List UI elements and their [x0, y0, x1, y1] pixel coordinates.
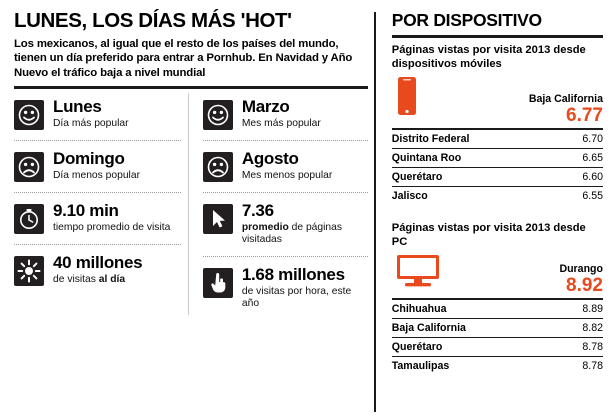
table-row [392, 129, 603, 149]
smiley-sad-icon [203, 152, 233, 182]
smiley-happy-icon [14, 100, 44, 130]
fact-value: Agosto [241, 149, 299, 169]
row-label: Distrito Federal [391, 133, 470, 145]
fact-label [53, 118, 181, 130]
fact-value: 1.68 millones [241, 264, 345, 284]
fact-label-text: de visitas [53, 274, 99, 286]
pc-block [392, 221, 603, 375]
fact-label-text: Mes más popular [241, 118, 321, 130]
table-row [392, 338, 603, 357]
table-row [392, 357, 603, 376]
pc-leader [559, 263, 603, 296]
stopwatch-icon [14, 204, 44, 234]
table-row [392, 299, 603, 319]
smiley-sad-icon [14, 152, 44, 182]
table-row [392, 319, 603, 338]
mobile-heading: Páginas vistas por visita 2013 desde dispositivos móviles [391, 44, 586, 70]
row-value: 8.78 [582, 360, 603, 372]
fact-label-emphasis: al día [98, 274, 126, 286]
fact-label-text: Día más popular [53, 118, 129, 130]
row-label: Chihuahua [391, 303, 447, 315]
fact-item [203, 257, 368, 320]
fact-label-emphasis: promedio [241, 222, 289, 234]
row-value: 8.89 [582, 303, 603, 315]
fact-label-text: de visitas por hora, este año [241, 285, 352, 310]
page-title: LUNES, LOS DÍAS MÁS 'HOT' [14, 9, 292, 32]
fact-label [242, 286, 368, 311]
fact-item [203, 89, 368, 141]
row-label: Querétaro [391, 341, 443, 353]
fact-label-text: Mes menos popular [241, 170, 333, 182]
divider-thick [392, 35, 603, 38]
smartphone-icon [392, 75, 420, 126]
table-row [392, 168, 603, 187]
facts-grid [14, 89, 368, 319]
device-section-title: POR DISPOSITIVO [391, 10, 542, 30]
fact-label-text: Día menos popular [53, 170, 141, 182]
fact-label [53, 274, 181, 286]
fact-label [242, 170, 368, 182]
fact-item [14, 141, 181, 193]
right-column [380, 10, 603, 408]
mobile-leader [529, 93, 603, 126]
table-row [392, 149, 603, 168]
fact-value: Domingo [53, 149, 125, 169]
fact-label [53, 170, 181, 182]
fact-value: 9.10 min [53, 201, 119, 221]
fact-label-text: tiempo promedio de visita [53, 222, 171, 234]
mobile-block [392, 43, 603, 205]
fact-item [203, 193, 368, 257]
row-label: Baja California [391, 322, 466, 334]
pc-heading: Páginas vistas por visita 2013 desde PC [391, 222, 586, 248]
hand-pointer-icon [203, 268, 233, 298]
section-spacer [392, 205, 603, 214]
fact-value: 7.36 [241, 201, 274, 221]
fact-item [14, 193, 181, 245]
fact-item [14, 89, 181, 141]
fact-value: Lunes [53, 97, 102, 117]
desktop-monitor-icon [392, 253, 442, 296]
row-value: 6.55 [582, 190, 603, 202]
pc-leader-value: 8.92 [566, 275, 603, 297]
pc-leader-name: Durango [559, 262, 603, 275]
row-label: Querétaro [391, 171, 443, 183]
row-value: 6.65 [582, 152, 603, 164]
cursor-arrow-icon [203, 204, 233, 234]
sun-burst-icon [14, 256, 44, 286]
smiley-happy-icon [203, 100, 233, 130]
left-column [14, 10, 380, 408]
pc-ranking-table [392, 298, 603, 375]
facts-column-right [191, 89, 368, 319]
row-label: Quintana Roo [391, 152, 462, 164]
mobile-leader-name: Baja California [528, 92, 603, 105]
pc-leader-row [392, 253, 603, 296]
mobile-leader-value: 6.77 [566, 105, 603, 127]
row-value: 8.78 [582, 341, 603, 353]
fact-label [242, 118, 368, 130]
row-value: 6.70 [582, 133, 603, 145]
fact-item [14, 245, 181, 297]
fact-label [242, 222, 368, 247]
fact-value: 40 millones [53, 253, 143, 273]
fact-label [53, 222, 181, 234]
fact-value: Marzo [241, 97, 290, 117]
mobile-ranking-table [392, 128, 603, 205]
fact-label-text: de páginas visitadas [241, 222, 343, 246]
row-label: Tamaulipas [391, 360, 450, 372]
fact-item [203, 141, 368, 193]
row-value: 6.60 [582, 171, 603, 183]
intro-paragraph: Los mexicanos, al igual que el resto de los países del mundo, tienen un día preferido para entrar a Pornhub. En Navidad y Año Nuevo el tráfico baja a nivel mundial [14, 37, 353, 79]
row-value: 8.82 [582, 322, 603, 334]
facts-column-left [14, 89, 191, 319]
table-row [392, 187, 603, 206]
mobile-leader-row [392, 75, 603, 126]
row-label: Jalisco [391, 190, 428, 202]
